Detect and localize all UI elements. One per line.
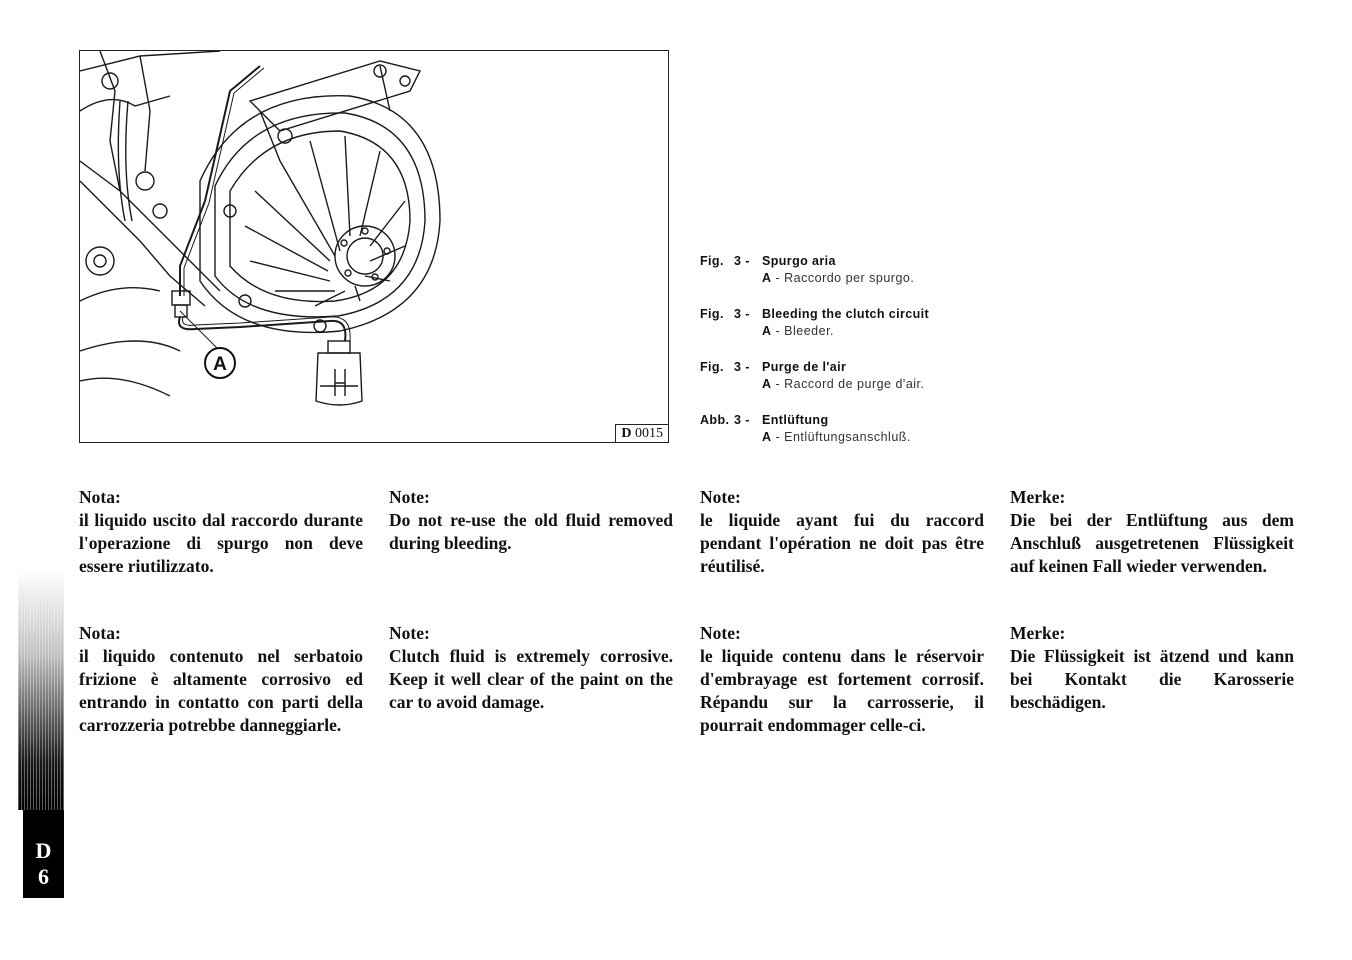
caption-german: Abb. 3 - Entlüftung A - Entlüftungsanschluß. (700, 413, 911, 444)
note-french-2 (700, 622, 984, 737)
caption-number: 3 (734, 413, 742, 427)
figure-code (615, 424, 669, 443)
clutch-bleeding-drawing (80, 51, 669, 443)
note-text: il liquido uscito dal raccordo durante l'operazione di spurgo non deve essere riutilizzato. (79, 510, 363, 576)
note-german-1 (1010, 486, 1294, 578)
caption-title: Bleeding the clutch circuit (762, 307, 930, 321)
caption-item-text: Bleeder. (784, 324, 835, 338)
figure-3-illustration (79, 50, 669, 443)
caption-number: 3 (734, 307, 742, 321)
caption-french: Fig. 3 - Purge de l'air A - Raccord de purge d'air. (700, 360, 925, 391)
caption-item-letter: A (762, 271, 772, 285)
note-italian-2 (79, 622, 363, 737)
caption-item-letter: A (762, 324, 772, 338)
note-title: Merke: (1010, 623, 1066, 643)
figure-code-prefix: D (621, 426, 632, 441)
note-title: Merke: (1010, 487, 1066, 507)
caption-title: Spurgo aria (762, 254, 836, 268)
caption-italian: Fig. 3 - Spurgo aria A - Raccordo per spurgo. (700, 254, 915, 285)
caption-number: 3 (734, 254, 742, 268)
figure-captions (700, 253, 1020, 465)
caption-title: Purge de l'air (762, 360, 847, 374)
caption-title: Entlüftung (762, 413, 829, 427)
note-french-1 (700, 486, 984, 578)
caption-english: Fig. 3 - Bleeding the clutch circuit A - Bleeder. (700, 307, 930, 338)
note-text: le liquide ayant fui du raccord pendant l'opération ne doit pas être réutilisé. (700, 510, 984, 576)
caption-item-text: Raccord de purge d'air. (784, 377, 925, 391)
note-title: Nota: (79, 623, 121, 643)
figure-code-number: 0015 (635, 426, 663, 441)
note-english-2 (389, 622, 673, 714)
caption-item-letter: A (762, 377, 772, 391)
note-italian-1 (79, 486, 363, 578)
note-text: Clutch fluid is extremely corrosive. Keep it well clear of the paint on the car to avoid damage. (389, 646, 673, 712)
note-title: Note: (700, 487, 741, 507)
caption-label: Fig. (700, 307, 724, 321)
note-text: Die bei der Entlüftung aus dem Anschluß ausgetretenen Flüssigkeit auf keinen Fall wieder verwenden. (1010, 510, 1294, 576)
caption-label: Abb. (700, 413, 730, 427)
note-title: Note: (389, 623, 430, 643)
note-german-2 (1010, 622, 1294, 714)
binding-shadow (18, 570, 64, 810)
note-title: Nota: (79, 487, 121, 507)
note-text: Do not re-use the old fluid removed during bleeding. (389, 510, 673, 553)
note-text: Die Flüssigkeit ist ätzend und kann bei Kontakt die Karosserie beschädigen. (1010, 646, 1294, 712)
note-text: le liquide contenu dans le réservoir d'embrayage est fortement corrosif. Répandu sur la carrosserie, il pourrait endommager celle-ci. (700, 646, 984, 735)
caption-item-text: Entlüftungsanschluß. (784, 430, 911, 444)
callout-a-label: A (213, 354, 227, 375)
caption-label: Fig. (700, 360, 724, 374)
caption-item-text: Raccordo per spurgo. (784, 271, 915, 285)
note-title: Note: (389, 487, 430, 507)
page-tab-section: D (35, 838, 52, 863)
page-tab (23, 810, 64, 898)
caption-item-letter: A (762, 430, 772, 444)
note-text: il liquido contenuto nel serbatoio frizione è altamente corrosivo ed entrando in contatto con parti della carrozzeria potrebbe danneggiarle. (79, 646, 363, 735)
caption-number: 3 (734, 360, 742, 374)
page-tab-number: 6 (38, 864, 49, 889)
note-title: Note: (700, 623, 741, 643)
caption-label: Fig. (700, 254, 724, 268)
note-english-1 (389, 486, 673, 555)
